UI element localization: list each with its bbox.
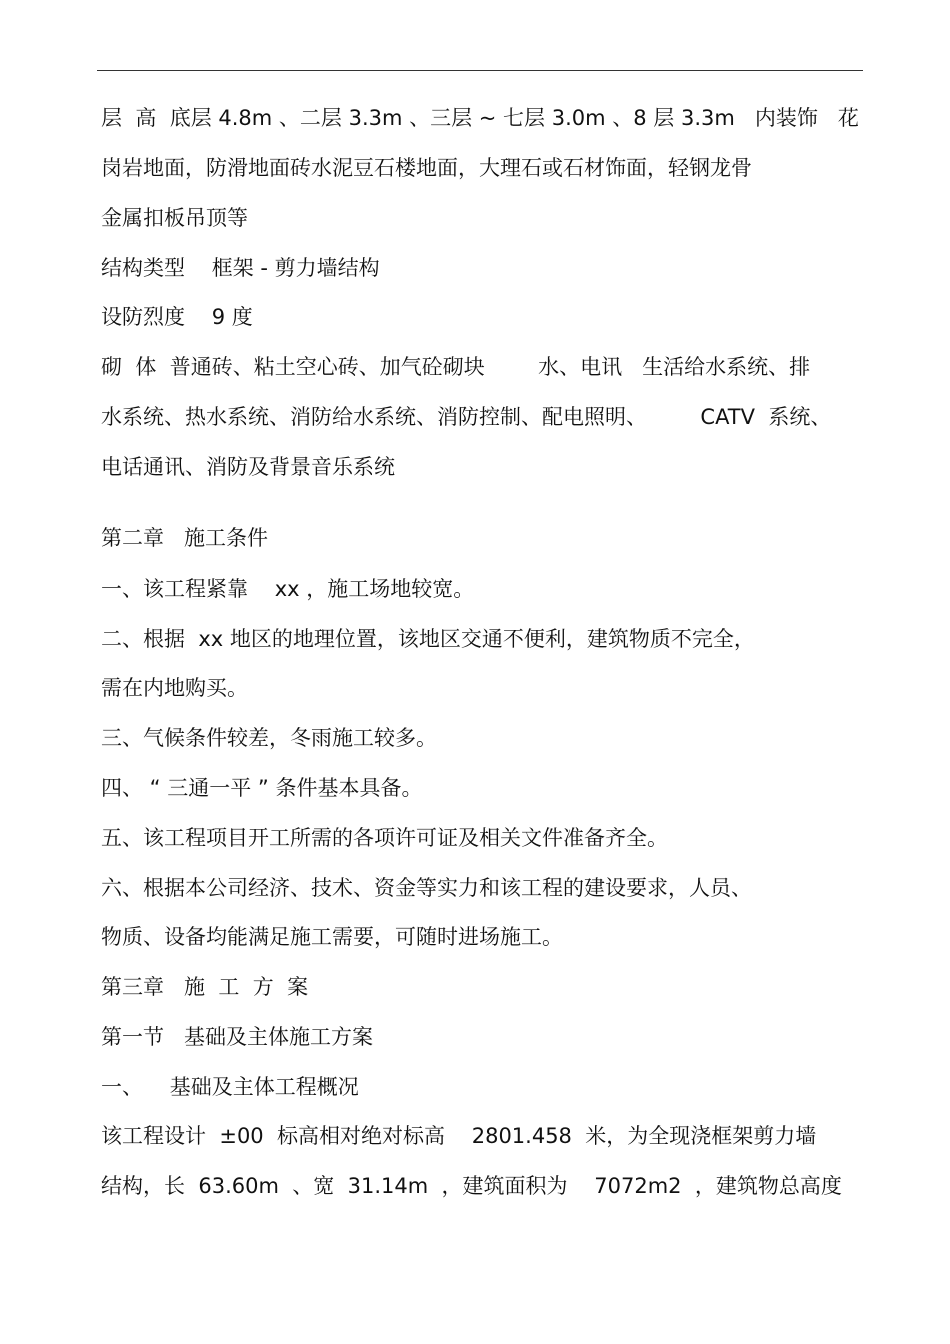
paragraph-line: 金属扣板吊顶等 (101, 206, 248, 230)
paragraph-line: 设防烈度 9 度 (101, 305, 253, 329)
paragraph-line: 电话通讯、消防及背景音乐系统 (101, 455, 395, 479)
chapter-heading: 第二章 施工条件 (101, 526, 269, 550)
paragraph-line: 六、根据本公司经济、技术、资金等实力和该工程的建设要求，人员、 (101, 876, 752, 900)
header-rule (97, 70, 863, 71)
paragraph-line: 物质、设备均能满足施工需要，可随时进场施工。 (101, 925, 563, 949)
paragraph-line: 二、根据 xx 地区的地理位置，该地区交通不便利，建筑物质不完全， (101, 627, 755, 651)
paragraph-line: 结构类型 框架 - 剪力墙结构 (101, 256, 380, 280)
paragraph-line: 砌 体 普通砖、粘土空心砖、加气砼砌块 水、电讯 生活给水系统、排 (101, 355, 811, 379)
paragraph-line: 该工程设计 ±00 标高相对绝对标高 2801.458 米，为全现浇框架剪力墙 (101, 1124, 817, 1148)
paragraph-line: 一、该工程紧靠 xx ，施工场地较宽。 (101, 577, 475, 601)
paragraph-line: 水系统、热水系统、消防给水系统、消防控制、配电照明、 CATV 系统、 (101, 405, 832, 429)
section-heading: 第一节 基础及主体施工方案 (101, 1025, 374, 1049)
paragraph-line: 四、 “ 三通一平 ” 条件基本具备。 (101, 776, 423, 800)
paragraph-line: 需在内地购买。 (101, 676, 248, 700)
paragraph-line: 岗岩地面，防滑地面砖水泥豆石楼地面，大理石或石材饰面，轻钢龙骨 (101, 156, 752, 180)
paragraph-line: 结构，长 63.60m 、宽 31.14m ，建筑面积为 7072m2 ，建筑物总高度 (101, 1174, 842, 1198)
chapter-heading: 第三章 施 工 方 案 (101, 975, 309, 999)
paragraph-line: 三、气候条件较差，冬雨施工较多。 (101, 726, 437, 750)
paragraph-line: 五、该工程项目开工所需的各项许可证及相关文件准备齐全。 (101, 826, 668, 850)
paragraph-line: 层 高 底层 4.8m 、二层 3.3m 、三层 ~ 七层 3.0m 、8 层 3.3m 内装饰 花 (101, 106, 859, 130)
subsection-heading: 一、 基础及主体工程概况 (101, 1075, 359, 1099)
